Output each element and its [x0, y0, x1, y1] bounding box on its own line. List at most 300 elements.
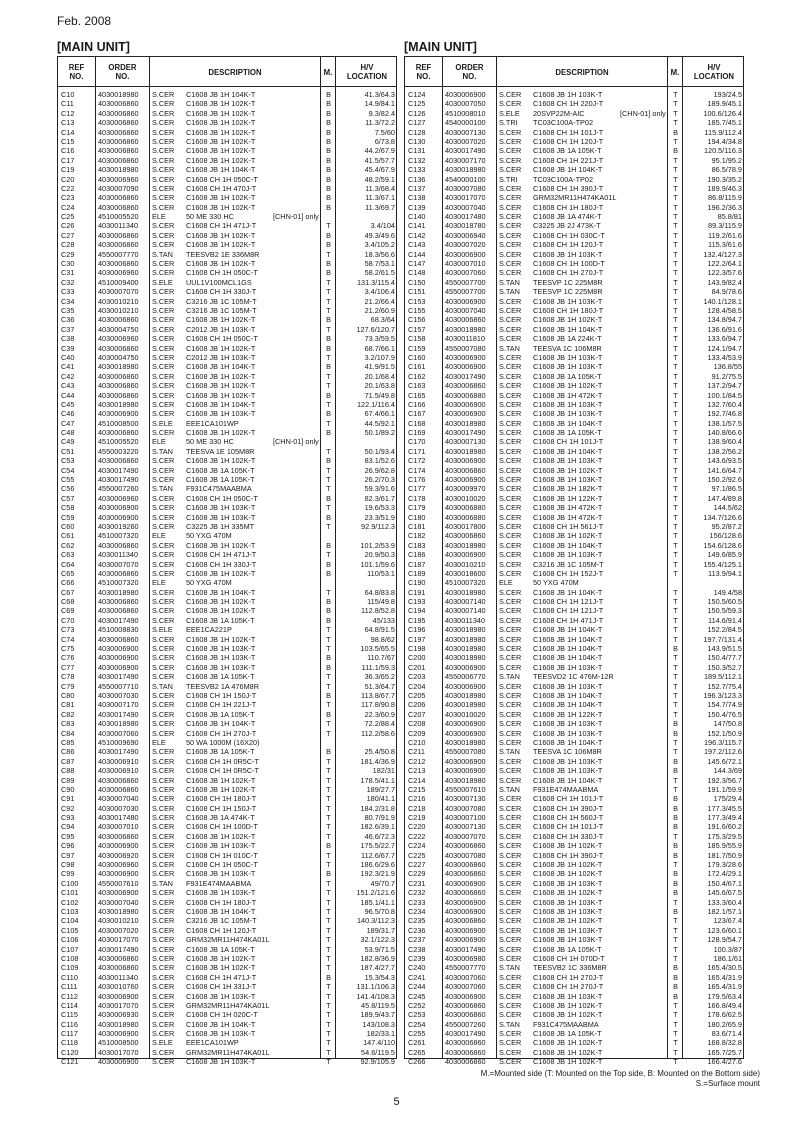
mount-side: B	[673, 813, 678, 823]
table-row	[405, 860, 743, 869]
order-no: 4510007320	[98, 531, 139, 541]
hv-location: 132.7/60.4	[707, 399, 742, 409]
ref-no: C189	[408, 568, 426, 578]
part-type: S.CER	[499, 831, 522, 841]
mount-side: T	[673, 418, 678, 428]
table-row	[405, 747, 743, 756]
part-type: S.CER	[499, 371, 522, 381]
order-no: 4510008500	[98, 418, 139, 428]
mount-side: T	[673, 615, 678, 625]
table-row	[58, 813, 396, 822]
part-type: S.ELE	[152, 277, 173, 287]
part-type: S.CER	[152, 653, 175, 663]
hv-location: 72.2/88.4	[364, 719, 395, 729]
part-type: S.CER	[499, 259, 522, 269]
mount-side: B	[326, 456, 331, 466]
order-no: 4030006900	[445, 550, 486, 560]
order-no: 4030006860	[445, 888, 486, 898]
table-row	[58, 945, 396, 954]
ref-no: C91	[61, 794, 75, 804]
mount-side: B	[326, 183, 331, 193]
part-type: S.CER	[499, 691, 522, 700]
table-row	[405, 109, 743, 118]
mount-side: T	[326, 935, 331, 945]
ref-no: C193	[408, 597, 426, 607]
part-type: S.CER	[499, 597, 522, 607]
part-type: S.CER	[499, 550, 522, 560]
ref-no: C210	[408, 737, 426, 747]
hv-location: 134.8/94.7	[707, 315, 742, 325]
mount-side: T	[326, 775, 331, 785]
part-type: S.CER	[499, 399, 522, 409]
part-description: C1608 CH 1H 330J-T	[533, 831, 604, 841]
order-no: 4030017490	[98, 709, 139, 719]
ref-no: C198	[408, 644, 426, 654]
ref-no: C172	[408, 456, 426, 466]
hv-location: 168.8/32.8	[707, 1038, 742, 1048]
mount-side: B	[326, 606, 331, 616]
part-description: C1608 CH 1H 330J-T	[186, 559, 257, 569]
part-description: 50 ME 330 HC	[186, 437, 234, 447]
ref-no: C24	[61, 202, 75, 212]
part-description: C1608 CH 1H 050C-T	[186, 174, 258, 184]
mount-side: T	[326, 371, 331, 381]
hv-location: 115/49.8	[367, 597, 395, 607]
order-no: 4030007080	[445, 850, 486, 860]
part-type: S.CER	[152, 794, 175, 804]
order-no: 4030017480	[98, 813, 139, 823]
part-description: C1608 JB 1H 102K-T	[186, 108, 256, 118]
table-row	[405, 484, 743, 493]
mount-side: T	[673, 136, 678, 146]
part-description: C1608 JB 1H 104K-T	[533, 653, 603, 663]
part-type: S.CER	[152, 756, 175, 766]
part-type: S.CER	[499, 418, 522, 428]
hv-location: 11.3/68.4	[365, 183, 395, 193]
mount-side: B	[326, 146, 331, 156]
part-type: S.CER	[152, 409, 175, 419]
order-no: 4030007030	[98, 691, 139, 700]
mount-side: B	[326, 747, 331, 757]
part-description: C1608 JB 1H 103K-T	[533, 409, 603, 419]
mount-side: T	[673, 831, 678, 841]
part-description: TEESVP 1C 225M8R	[533, 287, 603, 297]
ref-no: C109	[61, 963, 79, 973]
table-row	[405, 250, 743, 259]
ref-no: C92	[61, 803, 75, 813]
table-row	[405, 982, 743, 991]
order-no: 4030006900	[445, 296, 486, 306]
ref-no: C80	[61, 691, 75, 700]
order-no: 4030017480	[445, 212, 486, 222]
part-description: C1608 JB 1H 102K-T	[533, 381, 603, 391]
order-no: 4030007040	[98, 794, 139, 804]
part-type: S.CER	[499, 230, 522, 240]
part-type: S.CER	[152, 615, 175, 625]
hv-location: 152.1/50.9	[707, 728, 742, 738]
hv-location: 20.1/63.8	[364, 381, 395, 391]
part-description: C1608 JB 1H 104K-T	[186, 906, 256, 916]
part-type: S.CER	[152, 456, 175, 466]
table-row	[58, 653, 396, 662]
mount-side: T	[326, 1010, 331, 1020]
table-row	[58, 456, 396, 465]
part-description: C1608 JB 1H 104K-T	[533, 324, 603, 334]
part-description: C1608 JB 1H 102K-T	[186, 202, 256, 212]
hv-location: 144.5/62	[713, 503, 742, 513]
part-description: C1608 CH 1H 050C-T	[186, 334, 258, 344]
part-description: C1608 JB 1H 102K-T	[533, 860, 603, 870]
part-type: S.CER	[152, 287, 175, 297]
order-no: 4030006980	[445, 953, 486, 963]
table-row	[405, 184, 743, 193]
part-description: C1608 CH 1H 270J-T	[533, 268, 604, 278]
hv-location: 92.9/105.9	[360, 1057, 395, 1067]
ref-no: C101	[61, 888, 79, 898]
part-description: 50 WA 1000M (16X20)	[186, 737, 260, 747]
part-description: C1608 JB 1H 104K-T	[186, 719, 256, 729]
table-row	[58, 682, 396, 691]
table-row	[405, 841, 743, 850]
hv-location: 152.7/75.4	[707, 681, 742, 691]
part-description: TEESVP 1C 225M8R	[533, 277, 603, 287]
part-type: S.CER	[499, 531, 522, 541]
part-type: S.CER	[152, 183, 175, 193]
order-no: 4030017070	[98, 935, 139, 945]
ref-no: C76	[61, 653, 75, 663]
part-note: [CHN-01] only	[273, 437, 319, 447]
hv-location: 172.4/29.1	[707, 869, 742, 879]
part-type: S.CER	[499, 1000, 522, 1010]
table-body	[405, 90, 743, 1067]
table-row	[405, 785, 743, 794]
part-description: C1608 CH 1H 471J-T	[186, 221, 257, 231]
order-no: 4030007060	[98, 728, 139, 738]
mount-side: T	[673, 634, 678, 644]
table-row	[58, 588, 396, 597]
table-row	[58, 973, 396, 982]
part-type: S.CER	[499, 202, 522, 212]
table-row	[58, 888, 396, 897]
mount-side: T	[673, 653, 678, 663]
hv-location: 11.3/72.2	[365, 118, 395, 128]
table-row	[58, 109, 396, 118]
part-type: S.CER	[499, 1038, 522, 1048]
part-type: S.CER	[152, 230, 175, 240]
part-type: S.CER	[152, 700, 175, 710]
table-row	[405, 447, 743, 456]
ref-no: C233	[408, 897, 426, 907]
ref-no: C157	[408, 324, 426, 334]
order-no: 4510007320	[98, 578, 139, 588]
hv-location: 113.9/94.1	[708, 568, 742, 578]
hv-location: 152.2/84.5	[707, 625, 742, 635]
ref-no: C44	[61, 390, 75, 400]
ref-no: C207	[408, 709, 426, 719]
hv-location: 82.3/61.7	[364, 493, 395, 503]
table-row	[405, 616, 743, 625]
mount-side: B	[326, 202, 331, 212]
hv-location: 178.5/41.1	[360, 775, 395, 785]
order-no: 4030007040	[445, 202, 486, 212]
part-description: C1608 JB 1H 102K-T	[533, 841, 603, 851]
order-no: 4030007140	[445, 606, 486, 616]
part-description: C1608 JB 1H 102K-T	[186, 240, 256, 250]
hv-location: 100.3/87	[713, 944, 742, 954]
hv-location: 138.1/57.5	[707, 418, 742, 428]
order-no-header: ORDER NO.	[96, 57, 150, 87]
description-header: DESCRIPTION	[497, 57, 668, 87]
order-no: 4030007060	[445, 268, 486, 278]
table-row	[405, 118, 743, 127]
part-description: C1608 CH 1H 120J-T	[533, 240, 604, 250]
ref-no: C25	[61, 212, 75, 222]
table-row	[58, 747, 396, 756]
part-type: S.CER	[152, 869, 175, 879]
ref-no: C208	[408, 719, 426, 729]
ref-no: C31	[61, 268, 75, 278]
ref-no: C120	[61, 1047, 79, 1057]
table-row	[405, 738, 743, 747]
hv-location: 182.6/39.1	[360, 822, 395, 832]
part-description: C1608 JB 1H 102K-T	[186, 127, 256, 137]
part-description: C1608 CH 1H 120J-T	[533, 136, 604, 146]
part-description: C1608 CH 1H 101J-T	[533, 127, 604, 137]
hv-location: 26.2/70.3	[364, 475, 395, 485]
table-row	[58, 90, 396, 99]
hv-location: 177.3/49.4	[707, 813, 742, 823]
order-no: 4030010020	[445, 493, 486, 503]
mount-side: T	[673, 221, 678, 231]
ref-no: C171	[408, 446, 426, 456]
ref-no: C93	[61, 813, 75, 823]
ref-no: C169	[408, 428, 426, 438]
table-row	[405, 466, 743, 475]
part-description: C1608 JB 1H 104K-T	[186, 362, 256, 372]
part-description: C1608 CH 1H 150J-T	[186, 803, 257, 813]
mount-side: T	[326, 784, 331, 794]
part-description: C1608 JB 1H 103K-T	[533, 362, 603, 372]
ref-no: C200	[408, 653, 426, 663]
hv-location: 150.4/76.5	[707, 709, 742, 719]
hv-location: 51.3/64.7	[364, 681, 395, 691]
part-description: C1608 JB 1H 104K-T	[533, 644, 603, 654]
order-no: 4030018980	[445, 775, 486, 785]
part-description: C3216 JB 1C 105M-T	[186, 916, 257, 926]
part-description: C1608 JB 1H 472K-T	[533, 512, 603, 522]
table-row	[405, 992, 743, 1001]
table-row	[58, 1057, 396, 1066]
hv-location: 41.5/57.7	[364, 155, 395, 165]
ref-no: C17	[61, 155, 75, 165]
mount-side: T	[326, 287, 331, 297]
order-no: 4030006900	[445, 362, 486, 372]
part-description: C1608 CH 1H 0R5C-T	[186, 756, 259, 766]
order-no: 4030006960	[98, 860, 139, 870]
part-description: C1608 JB 1A 105K-T	[186, 615, 255, 625]
part-description: C1608 CH 1H 100D-T	[186, 822, 258, 832]
mount-side: T	[673, 737, 678, 747]
mount-side: T	[326, 634, 331, 644]
order-no: 4030018980	[98, 362, 139, 372]
mount-side: T	[326, 766, 331, 776]
mount-side: T	[673, 99, 678, 109]
ref-no: C81	[61, 700, 75, 710]
table-row	[405, 935, 743, 944]
part-type: S.CER	[499, 165, 522, 175]
left-parts-table	[57, 56, 397, 1067]
ref-no: C148	[408, 268, 426, 278]
part-type: S.CER	[152, 127, 175, 137]
mount-side: B	[326, 165, 331, 175]
part-type: S.CER	[499, 136, 522, 146]
mount-side: T	[673, 305, 678, 315]
part-description: C1608 JB 1H 102K-T	[186, 953, 256, 963]
order-no: 4030018980	[98, 165, 139, 175]
ref-no: C102	[61, 897, 79, 907]
order-no: 4030018980	[445, 644, 486, 654]
ref-no: C225	[408, 850, 426, 860]
part-description: C1608 CH 1H 390J-T	[533, 850, 604, 860]
part-description: EEE1CA221P	[186, 625, 232, 635]
order-no: 4030007080	[445, 183, 486, 193]
table-row	[58, 437, 396, 446]
part-description: C1608 JB 1H 104K-T	[186, 165, 256, 175]
order-no: 4030017800	[445, 521, 486, 531]
part-type: S.CER	[499, 653, 522, 663]
order-no: 4030006900	[445, 719, 486, 729]
part-type: S.CER	[152, 493, 175, 503]
ref-no: C190	[408, 578, 426, 588]
mount-side: T	[673, 259, 678, 269]
order-no: 4030006900	[445, 906, 486, 916]
part-description: C1608 JB 1H 104K-T	[186, 399, 256, 409]
mount-side: T	[326, 756, 331, 766]
part-type: S.CER	[152, 606, 175, 616]
hv-location: 95.1/95.2	[711, 155, 742, 165]
part-description: F931E474MAABMA	[186, 878, 252, 888]
part-type: S.CER	[152, 597, 175, 607]
part-description: C1608 JB 1H 103K-T	[186, 644, 256, 654]
part-description: C1608 JB 1H 102K-T	[186, 963, 256, 973]
part-note: [CHN-01] only	[273, 212, 319, 222]
hv-location: 73.3/59.5	[364, 334, 395, 344]
ref-no: C212	[408, 756, 426, 766]
hv-location: 3.2/107.9	[364, 352, 395, 362]
table-row	[58, 193, 396, 202]
part-type: S.CER	[152, 155, 175, 165]
part-description: C1608 CH 1H 221J-T	[533, 155, 604, 165]
hv-location: 83.6/71.4	[711, 1029, 742, 1039]
part-description: C1608 JB 1H 104K-T	[186, 587, 256, 597]
part-description: C1608 JB 1H 103K-T	[186, 1029, 256, 1039]
ref-no: C38	[61, 334, 75, 344]
table-row	[405, 287, 743, 296]
ref-no: C126	[408, 108, 426, 118]
hv-location: 21.2/60.9	[364, 305, 395, 315]
hv-location: 3.4/104	[370, 221, 395, 231]
hv-location: 140.1/128.1	[703, 296, 742, 306]
part-description: C1608 JB 1H 102K-T	[533, 1010, 603, 1020]
part-type: S.CER	[152, 381, 175, 391]
order-no: 4030007130	[445, 794, 486, 804]
ref-no: C70	[61, 615, 75, 625]
hv-location: 25.4/50.8	[364, 747, 395, 757]
ref-no-header: REF NO.	[405, 57, 443, 87]
hv-location: 89.3/115.9	[708, 221, 742, 231]
mount-side: T	[326, 1000, 331, 1010]
mount-side: B	[673, 850, 678, 860]
hv-location: 100.6/126.4	[703, 108, 742, 118]
order-no: 4030006860	[98, 230, 139, 240]
part-description: C1608 JB 1H 102K-T	[533, 916, 603, 926]
order-no: 4030006900	[445, 475, 486, 485]
order-no: 4030006900	[98, 1029, 139, 1039]
order-no: 4030011340	[98, 972, 139, 982]
part-description: C1608 CH 1H 270J-T	[533, 972, 604, 982]
part-type: ELE	[152, 212, 166, 222]
hv-location: 59.3/91.6	[364, 484, 395, 494]
mount-side: T	[673, 324, 678, 334]
ref-no: C144	[408, 249, 426, 259]
mount-side: T	[673, 1000, 678, 1010]
mount-side: B	[326, 662, 331, 672]
ref-no: C57	[61, 493, 75, 503]
hv-location: 138.2/56.2	[707, 446, 742, 456]
table-row	[58, 240, 396, 249]
order-no: 4030006860	[98, 146, 139, 156]
order-no: 4030006860	[98, 315, 139, 325]
hv-location: 64.8/91.5	[364, 625, 395, 635]
mount-side: T	[673, 747, 678, 757]
hv-location: 197.2/112.6	[703, 747, 742, 757]
table-row	[405, 663, 743, 672]
table-row	[58, 165, 396, 174]
order-no: 4030006860	[98, 381, 139, 391]
ref-no: C150	[408, 277, 426, 287]
table-row	[405, 625, 743, 634]
table-row	[58, 118, 396, 127]
header-date: Feb. 2008	[57, 14, 112, 28]
part-description: C1608 JB 1H 102K-T	[186, 193, 256, 203]
part-type: S.CER	[152, 259, 175, 269]
part-description: C1608 CH 1H 120J-T	[186, 925, 257, 935]
part-type: S.TRI	[499, 174, 518, 184]
part-type: S.CER	[499, 794, 522, 804]
part-type: S.CER	[152, 1057, 175, 1067]
part-description: C1608 CH 1H 121J-T	[533, 597, 604, 607]
table-row	[405, 137, 743, 146]
part-description: GRM32MR11H474KA01L	[533, 193, 617, 203]
hv-location: 133.3/60.4	[707, 897, 742, 907]
ref-no: C218	[408, 803, 426, 813]
ref-no: C232	[408, 888, 426, 898]
ref-no: C197	[408, 634, 426, 644]
mount-side: T	[326, 794, 331, 804]
order-no: 4030006860	[445, 1038, 486, 1048]
hv-location: 117.8/90.8	[361, 700, 395, 710]
table-row	[405, 156, 743, 165]
table-row	[405, 494, 743, 503]
part-type: S.CER	[499, 183, 522, 193]
order-no: 4030007040	[445, 305, 486, 315]
hv-location: 136.6/91.6	[707, 324, 742, 334]
part-type: S.CER	[152, 108, 175, 118]
mount-side: T	[326, 1029, 331, 1039]
table-row	[405, 146, 743, 155]
order-no: 4030006960	[98, 174, 139, 184]
mount-side: B	[673, 146, 678, 156]
